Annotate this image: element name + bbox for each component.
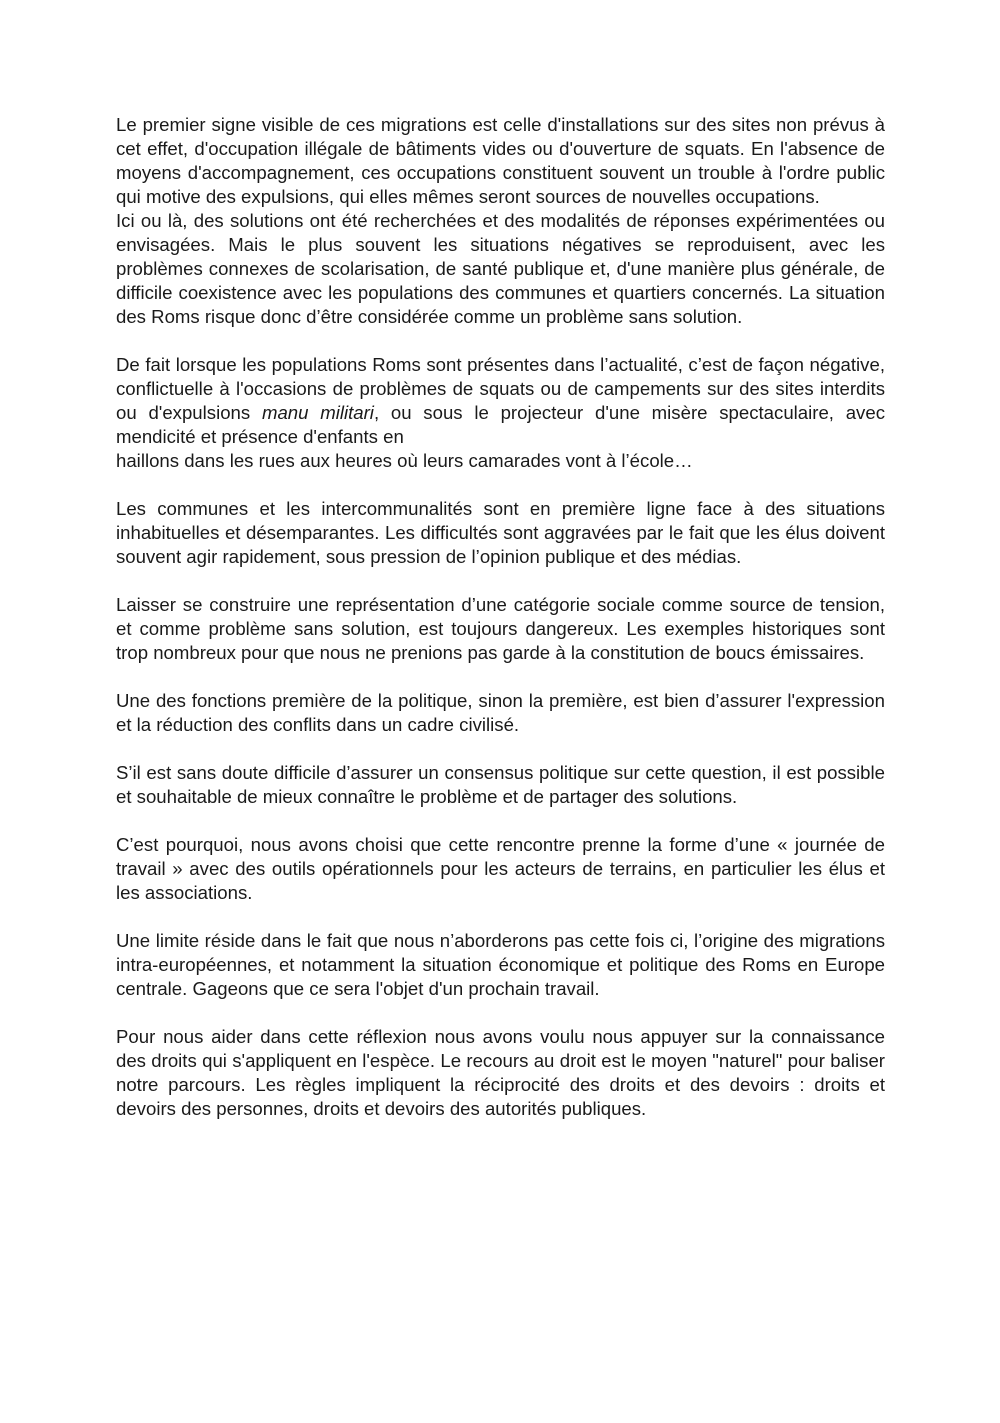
paragraph-3: [116, 353, 885, 473]
paragraph-gap: [116, 905, 885, 929]
document-body: [116, 113, 885, 1121]
paragraph-2: Ici ou là, des solutions ont été recherchées et des modalités de réponses expérimentées ou envisagées. Mais le plus souvent les situations négatives se reproduisent, avec les problèmes connexes de scolarisation, de santé publique et, d'une manière plus générale, de difficile coexistence avec les populations des communes et quartiers concernés. La situation des Roms risque donc d’être considérée comme un problème sans solution.: [116, 210, 885, 327]
paragraph-gap: [116, 329, 885, 353]
paragraph-gap: [116, 737, 885, 761]
paragraph-1: Le premier signe visible de ces migrations est celle d'installations sur des sites non prévus à cet effet, d'occupation illégale de bâtiments vides ou d'ouverture de squats. En l'absence de moyens d'accompagnement, ces occupations constituent souvent un trouble à l'ordre public qui motive des expulsions, qui elles mêmes seront sources de nouvelles occupations.: [116, 114, 885, 207]
paragraph-5: Laisser se construire une représentation d’une catégorie sociale comme source de tension, et comme problème sans solution, est toujours dangereux. Les exemples historiques sont trop nombreux pour que nous ne prenions pas garde à la constitution de boucs émissaires.: [116, 594, 885, 663]
paragraph-8: C’est pourquoi, nous avons choisi que cette rencontre prenne la forme d’une « journée de travail » avec des outils opérationnels pour les acteurs de terrains, en particulier les élus et les associations.: [116, 834, 885, 903]
paragraph-3-italic: manu militari: [261, 402, 374, 423]
paragraph-3-last-line: haillons dans les rues aux heures où leurs camarades vont à l’école…: [116, 450, 693, 471]
paragraph-gap: [116, 809, 885, 833]
paragraph-gap: [116, 1001, 885, 1025]
paragraph-3-text: De fait lorsque les populations Roms sont présentes dans l’actualité, c’est de façon négative, conflictuelle à l'occasions de problèmes de squats ou de campements sur des sites interdits ou d'expulsions: [116, 354, 885, 423]
paragraph-gap: [116, 569, 885, 593]
paragraph-4: Les communes et les intercommunalités sont en première ligne face à des situations inhabituelles et désemparantes. Les difficultés sont aggravées par le fait que les élus doivent souvent agir rapidement, sous pression de l’opinion publique et des médias.: [116, 498, 885, 567]
paragraph-gap: [116, 473, 885, 497]
paragraph-9: Une limite réside dans le fait que nous n’aborderons pas cette fois ci, l’origine des migrations intra-européennes, et notamment la situation économique et politique des Roms en Europe centrale. Gageons que ce sera l'objet d'un prochain travail.: [116, 930, 885, 999]
paragraph-6: Une des fonctions première de la politique, sinon la première, est bien d’assurer l'expression et la réduction des conflits dans un cadre civilisé.: [116, 690, 885, 735]
paragraph-3-text-after: , ou sous le projecteur d'une misère spectaculaire, avec mendicité et présence d'enfants en: [116, 402, 885, 447]
paragraph-10: Pour nous aider dans cette réflexion nous avons voulu nous appuyer sur la connaissance des droits qui s'appliquent en l'espèce. Le recours au droit est le moyen "naturel" pour baliser notre parcours. Les règles impliquent la réciprocité des droits et des devoirs : droits et devoirs des personnes, droits et devoirs des autorités publiques.: [116, 1026, 885, 1119]
paragraph-7: S’il est sans doute difficile d’assurer un consensus politique sur cette question, il est possible et souhaitable de mieux connaître le problème et de partager des solutions.: [116, 762, 885, 807]
paragraph-gap: [116, 665, 885, 689]
